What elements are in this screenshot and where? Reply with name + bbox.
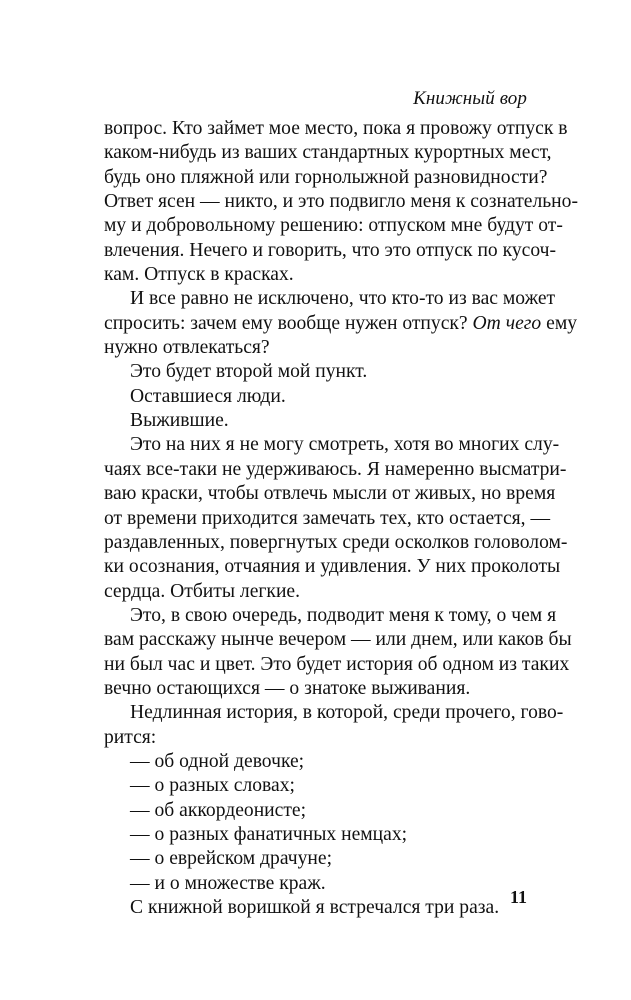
text-line: Ответ ясен — никто, и это подвигло меня к сознательно- (104, 191, 578, 213)
paragraph-first-line (104, 287, 556, 311)
text-fragment: Выжившие. (130, 410, 229, 432)
text-line: влечения. Нечего и говорить, что это отпуск по кусоч- (104, 239, 557, 261)
text-line: чаях все-таки не удерживаюсь. Я намеренно высматри- (104, 458, 567, 480)
text-line: вам расскажу нынче вечером — или днем, или каков бы (104, 629, 572, 651)
text-fragment: Оставшиеся люди. (130, 385, 286, 407)
text-line: каком-нибудь из ваших стандартных курортных мест, (104, 142, 552, 164)
text-line (104, 312, 578, 336)
text-line: ваю краски, чтобы отвлечь мысли от живых, но время (104, 483, 556, 505)
list-item (104, 750, 528, 774)
list-item (104, 847, 528, 871)
text-line: му и добровольному решению: отпуском мне будут от- (104, 215, 563, 237)
text-line: ни был час и цвет. Это будет история об одном из таких (104, 653, 570, 675)
text-line: вопрос. Кто займет мое место, пока я провожу отпуск в (104, 118, 568, 139)
list-item (104, 872, 528, 896)
text-fragment: — о разных словах; (130, 775, 295, 797)
text-fragment: Это на них я не могу смотреть, хотя во многих слу- (130, 434, 560, 456)
text-fragment: — о разных фанатичных немцах; (130, 823, 408, 845)
paragraph-first-line (104, 360, 528, 384)
text-fragment: — об аккордеонисте; (130, 799, 307, 821)
text-fragment: С книжной воришкой я встречался три раза. (130, 897, 500, 918)
paragraph-first-line (104, 409, 528, 433)
text-line: сердца. Отбиты легкие. (104, 580, 301, 602)
text-fragment: ему (546, 312, 578, 334)
paragraph-first-line (104, 701, 564, 725)
italic-emphasis: От чего (472, 312, 542, 334)
list-item (104, 799, 528, 823)
text-line: вечно остающихся — о знатоке выживания. (104, 677, 471, 699)
text-line: кам. Отпуск в красках. (104, 264, 294, 286)
text-line: раздавленных, повергнутых среди осколков головолом- (104, 531, 568, 553)
page-number: 11 (509, 887, 527, 907)
text-line: будь оно пляжной или горнолыжной разновидности? (104, 166, 548, 188)
text-fragment: Это, в свою очередь, подводит меня к тому, о чем я (130, 604, 557, 626)
text-line: ки осознания, отчаяния и удивления. У них проколоты (104, 556, 561, 578)
text-fragment: спросить: зачем ему вообще нужен отпуск? (104, 312, 468, 334)
paragraph-first-line (104, 433, 560, 457)
text-fragment: — о еврейском драчуне; (130, 848, 333, 870)
text-fragment: И все равно не исключено, что кто-то из вас может (130, 288, 556, 310)
body-text (104, 117, 578, 920)
text-line: от времени приходится замечать тех, кто остается, — (104, 507, 551, 529)
text-fragment: Недлинная история, в которой, среди прочего, гово- (130, 702, 564, 724)
text-fragment: — и о множестве краж. (130, 872, 326, 894)
text-line: рится: (104, 726, 157, 748)
paragraph-first-line (104, 385, 528, 409)
paragraph-first-line (104, 896, 528, 920)
paragraph-first-line (104, 604, 557, 628)
text-fragment: Это будет второй мой пункт. (130, 361, 368, 383)
list-item (104, 774, 528, 798)
text-fragment: — об одной девочке; (130, 750, 305, 772)
list-item (104, 823, 528, 847)
running-head: Книжный вор (413, 88, 527, 109)
text-line: нужно отвлекаться? (104, 337, 270, 359)
